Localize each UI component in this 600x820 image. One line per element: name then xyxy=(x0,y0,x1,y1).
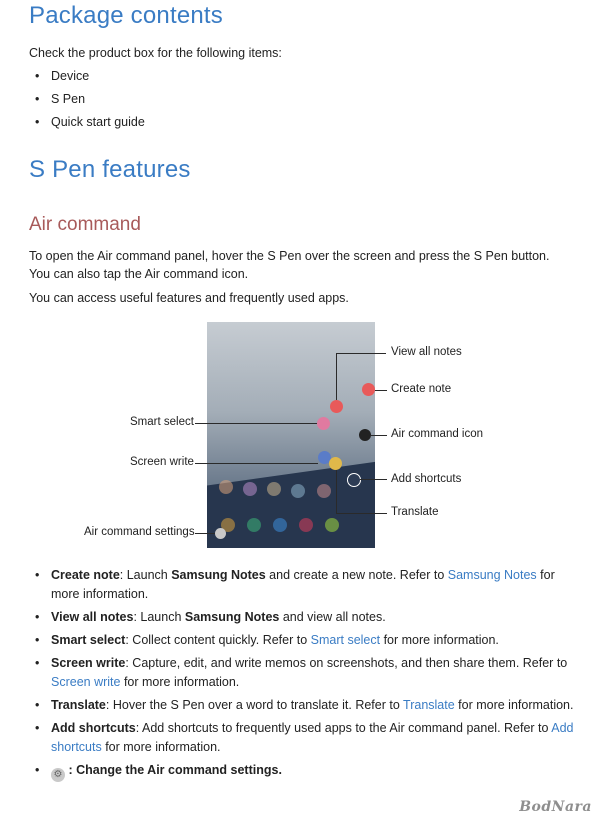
callout-line xyxy=(195,463,318,464)
callout-add-shortcuts: Add shortcuts xyxy=(391,473,462,485)
bullet-term: Add shortcuts xyxy=(51,721,136,735)
list-item: • Device xyxy=(35,69,90,83)
smart-select-link[interactable]: Smart select xyxy=(310,633,381,647)
bullet-bold: Samsung Notes xyxy=(184,610,280,624)
bullet-text: : Change the Air command settings. xyxy=(65,763,282,777)
bullet-text: : Launch xyxy=(119,568,172,582)
air-command-para1: To open the Air command panel, hover the S Pen over the screen and press the S Pen button. xyxy=(29,249,550,263)
callout-line xyxy=(360,479,387,480)
app-icon xyxy=(273,518,287,532)
callout-line xyxy=(371,435,387,436)
bullet-term: Screen write xyxy=(51,656,126,670)
callout-view-all-notes: View all notes xyxy=(391,346,462,358)
air-command-para1b: You can also tap the Air command icon. xyxy=(29,267,249,281)
app-icon xyxy=(291,484,305,498)
package-item-label: Device xyxy=(51,69,90,83)
app-icon xyxy=(247,518,261,532)
bullet-term: View all notes xyxy=(51,610,134,624)
feature-bullets xyxy=(29,566,574,782)
bullet-term: Translate xyxy=(51,698,106,712)
callout-line xyxy=(336,353,386,354)
screen-write-link[interactable]: Screen write xyxy=(51,675,121,689)
translate-icon[interactable] xyxy=(329,457,342,470)
screen-dark-band xyxy=(207,454,375,548)
callout-smart-select: Smart select xyxy=(130,416,194,428)
bullet-text: for more information. xyxy=(454,698,574,712)
app-icon xyxy=(317,484,331,498)
callout-screen-write: Screen write xyxy=(130,456,194,468)
list-item: • Create note: Launch Samsung Notes and create a new note. Refer to Samsung Notes for more information. xyxy=(35,568,555,601)
s-pen-features-heading: S Pen features xyxy=(29,156,191,183)
add-shortcuts-icon[interactable] xyxy=(347,473,361,487)
smart-select-icon[interactable] xyxy=(317,417,330,430)
bullet-text: : Hover the S Pen over a word to translate it. Refer to xyxy=(105,698,404,712)
callout-air-command-icon: Air command icon xyxy=(391,428,484,440)
settings-gear-icon: ⚙ xyxy=(51,768,65,782)
package-item-label: S Pen xyxy=(51,92,86,106)
package-items-list xyxy=(29,67,574,132)
air-command-settings-icon[interactable] xyxy=(215,528,226,539)
air-command-heading: Air command xyxy=(29,214,141,235)
app-icon xyxy=(243,482,257,496)
air-command-para2: You can access useful features and frequently used apps. xyxy=(29,291,349,305)
bullet-text: : Launch xyxy=(133,610,185,624)
bullet-text: for more information. xyxy=(51,568,555,601)
callout-create-note: Create note xyxy=(391,383,452,395)
bullet-term: Smart select xyxy=(51,633,126,647)
app-icon xyxy=(267,482,281,496)
translate-link[interactable]: Translate xyxy=(403,698,455,712)
list-item: • Quick start guide xyxy=(35,115,145,129)
bullet-text: : Capture, edit, and write memos on screenshots, and then share them. Refer to xyxy=(125,656,568,670)
callout-line xyxy=(195,533,215,534)
bullet-text: : Add shortcuts to frequently used apps to the Air command panel. Refer to xyxy=(135,721,552,735)
list-item: • S Pen xyxy=(35,92,86,106)
add-shortcuts-link[interactable]: Add shortcuts xyxy=(51,721,574,754)
list-item: • View all notes: Launch Samsung Notes and view all notes. xyxy=(35,610,386,624)
bullet-text: and create a new note. Refer to xyxy=(265,568,448,582)
list-item: • Add shortcuts: Add shortcuts to frequently used apps to the Air command panel. Refer to Add shortcuts for more information. xyxy=(35,721,574,754)
bullet-text: for more information. xyxy=(101,740,221,754)
callout-line xyxy=(336,470,337,513)
package-contents-heading: Package contents xyxy=(29,2,223,29)
view-all-notes-icon[interactable] xyxy=(330,400,343,413)
bullet-bold: Samsung Notes xyxy=(171,568,266,582)
list-item: • Translate: Hover the S Pen over a word to translate it. Refer to Translate for more information. xyxy=(35,698,574,712)
app-icon xyxy=(299,518,313,532)
watermark-logo: BodNara xyxy=(519,799,592,815)
callout-air-command-settings: Air command settings xyxy=(84,526,195,538)
list-item: • Smart select: Collect content quickly. Refer to Smart select for more information. xyxy=(35,633,499,647)
package-intro: Check the product box for the following items: xyxy=(29,46,282,60)
app-icon xyxy=(219,480,233,494)
bullet-text: : Collect content quickly. Refer to xyxy=(125,633,311,647)
app-icon xyxy=(325,518,339,532)
list-item: • ⚙ : Change the Air command settings. xyxy=(35,763,282,780)
bullet-text: for more information. xyxy=(380,633,499,647)
create-note-icon[interactable] xyxy=(362,383,375,396)
callout-line xyxy=(375,390,387,391)
package-item-label: Quick start guide xyxy=(51,115,145,129)
callout-line xyxy=(195,423,317,424)
callout-line xyxy=(336,513,387,514)
list-item: • Screen write: Capture, edit, and write memos on screenshots, and then share them. Refer to Screen write for more information. xyxy=(35,656,568,689)
callout-line xyxy=(336,353,337,400)
callout-translate: Translate xyxy=(391,506,439,518)
air-command-screenshot xyxy=(207,322,375,548)
bullet-text: for more information. xyxy=(120,675,240,689)
air-command-pen-icon[interactable] xyxy=(359,429,371,441)
samsung-notes-link[interactable]: Samsung Notes xyxy=(447,568,537,582)
bullet-text: and view all notes. xyxy=(279,610,386,624)
bullet-term: Create note xyxy=(51,568,120,582)
